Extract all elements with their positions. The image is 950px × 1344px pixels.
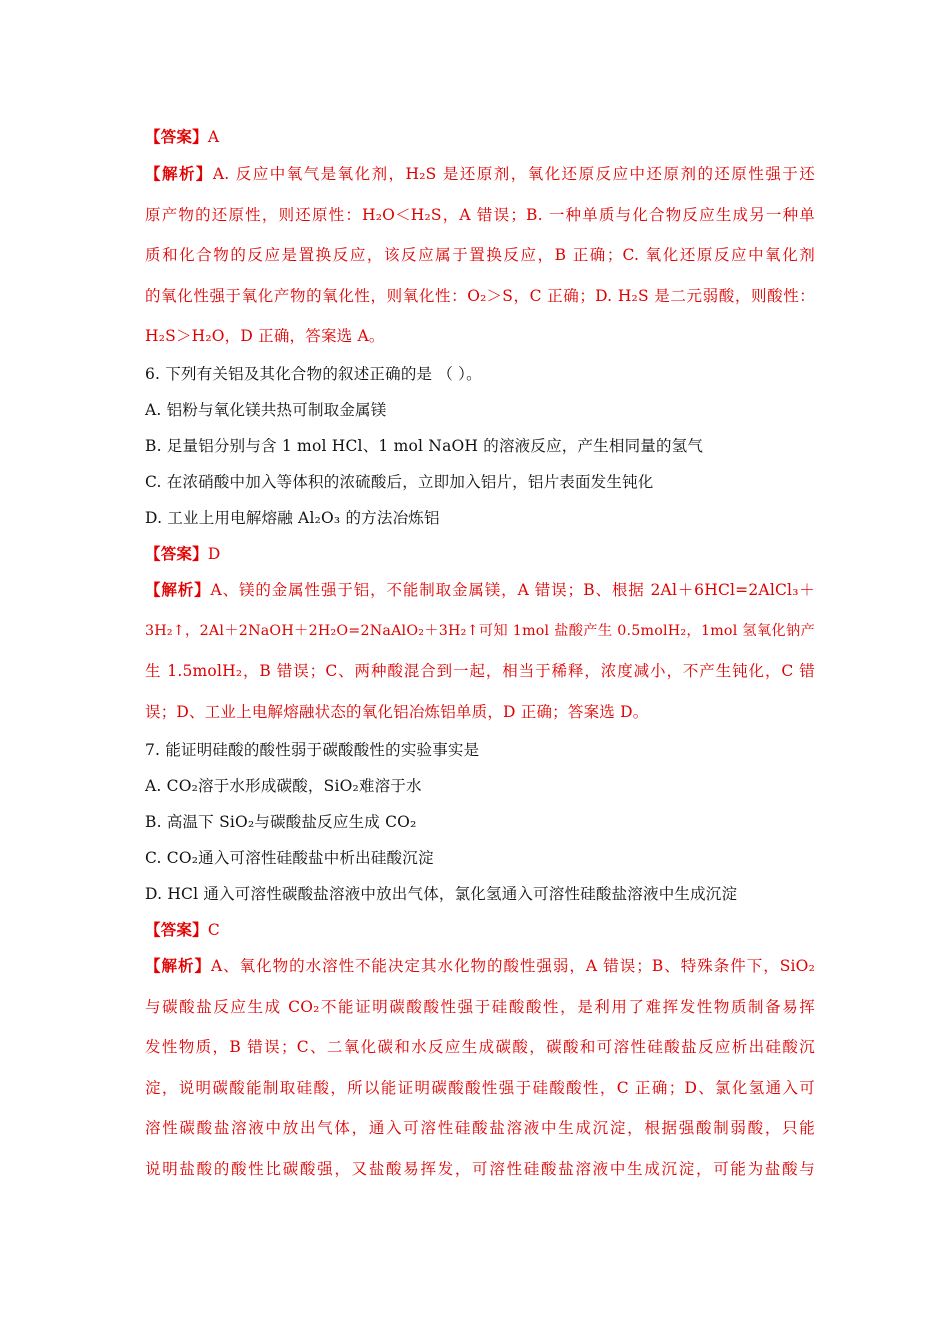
q7-analysis-line-5: 溶性碳酸盐溶液中放出气体，通入可溶性硅酸盐溶液中生成沉淀，根据强酸制弱酸，只能 (145, 1119, 815, 1137)
q7-analysis-line-4: 淀，说明碳酸能制取硅酸，所以能证明碳酸酸性强于硅酸酸性，C 正确；D、氯化氢通入可 (145, 1079, 815, 1097)
q7-option-d: D. HCl 通入可溶性碳酸盐溶液中放出气体，氯化氢通入可溶性硅酸盐溶液中生成沉淀 (145, 885, 738, 903)
q7-analysis-line-1: 【解析】A、氧化物的水溶性不能决定其水化物的酸性强弱，A 错误；B、特殊条件下，SiO₂ (145, 956, 815, 975)
q6-analysis-line-2: 3H₂↑，2Al＋2NaOH＋2H₂O=2NaAlO₂＋3H₂↑可知 1mol 盐酸产生 0.5molH₂，1mol 氢氧化钠产 (145, 623, 815, 639)
q6-option-d: D. 工业上用电解熔融 Al₂O₃ 的方法冶炼铝 (145, 509, 440, 527)
q6-analysis-line-3: 生 1.5molH₂，B 错误；C、两种酸混合到一起，相当于稀释，浓度减小，不产生钝化，C 错 (145, 662, 815, 680)
section-label: 【答案】 (145, 544, 208, 563)
q6-analysis-line-1: 【解析】A、镁的金属性强于铝，不能制取金属镁，A 错误；B、根据 2Al＋6HCl=2AlCl₃＋ (145, 580, 815, 599)
q7-analysis-line-2: 与碳酸盐反应生成 CO₂不能证明碳酸酸性强于硅酸酸性，是利用了难挥发性物质制备易挥 (145, 998, 815, 1016)
q7-option-b: B. 高温下 SiO₂与碳酸盐反应生成 CO₂ (145, 813, 417, 831)
section-label: 【解析】 (145, 580, 211, 599)
q7-option-a: A. CO₂溶于水形成碳酸，SiO₂难溶于水 (145, 777, 422, 795)
q5-answer: 【答案】A (145, 127, 220, 146)
section-label: 【解析】 (145, 956, 211, 975)
q5-analysis-line-3: 质和化合物的反应是置换反应，该反应属于置换反应，B 正确；C. 氧化还原反应中氧化剂 (145, 246, 815, 264)
q6-answer: 【答案】D (145, 544, 221, 563)
section-label: 【答案】 (145, 920, 208, 939)
q5-analysis-line-5: H₂S＞H₂O，D 正确，答案选 A。 (145, 327, 385, 345)
q7-analysis-line-6: 说明盐酸的酸性比碳酸强，又盐酸易挥发，可溶性硅酸盐溶液中生成沉淀，可能为盐酸与 (145, 1160, 815, 1178)
q6-option-b: B. 足量铝分别与含 1 mol HCl、1 mol NaOH 的溶液反应，产生相同量的氢气 (145, 437, 704, 455)
q5-analysis-line-1: 【解析】A. 反应中氧气是氧化剂，H₂S 是还原剂，氧化还原反应中还原剂的还原性强于还 (145, 164, 815, 183)
q7-option-c: C. CO₂通入可溶性硅酸盐中析出硅酸沉淀 (145, 849, 434, 867)
q7-stem: 7. 能证明硅酸的酸性弱于碳酸酸性的实验事实是 (145, 741, 480, 759)
q7-answer: 【答案】C (145, 920, 220, 939)
section-label: 【答案】 (145, 127, 208, 146)
q6-stem: 6. 下列有关铝及其化合物的叙述正确的是 （ ）。 (145, 365, 482, 383)
q6-option-a: A. 铝粉与氧化镁共热可制取金属镁 (145, 401, 387, 419)
q6-analysis-line-4: 误；D、工业上电解熔融状态的氧化铝冶炼铝单质，D 正确；答案选 D。 (145, 703, 649, 721)
q7-analysis-line-3: 发性物质，B 错误；C、二氧化碳和水反应生成碳酸，碳酸和可溶性硅酸盐反应析出硅酸沉 (145, 1038, 815, 1056)
q5-analysis-line-2: 原产物的还原性，则还原性：H₂O＜H₂S，A 错误；B. 一种单质与化合物反应生成另一种单 (145, 206, 815, 224)
q5-analysis-line-4: 的氧化性强于氧化产物的氧化性，则氧化性：O₂＞S，C 正确；D. H₂S 是二元弱酸，则酸性： (145, 287, 815, 305)
section-label: 【解析】 (145, 164, 213, 183)
q6-option-c: C. 在浓硝酸中加入等体积的浓硫酸后，立即加入铝片，铝片表面发生钝化 (145, 473, 654, 491)
